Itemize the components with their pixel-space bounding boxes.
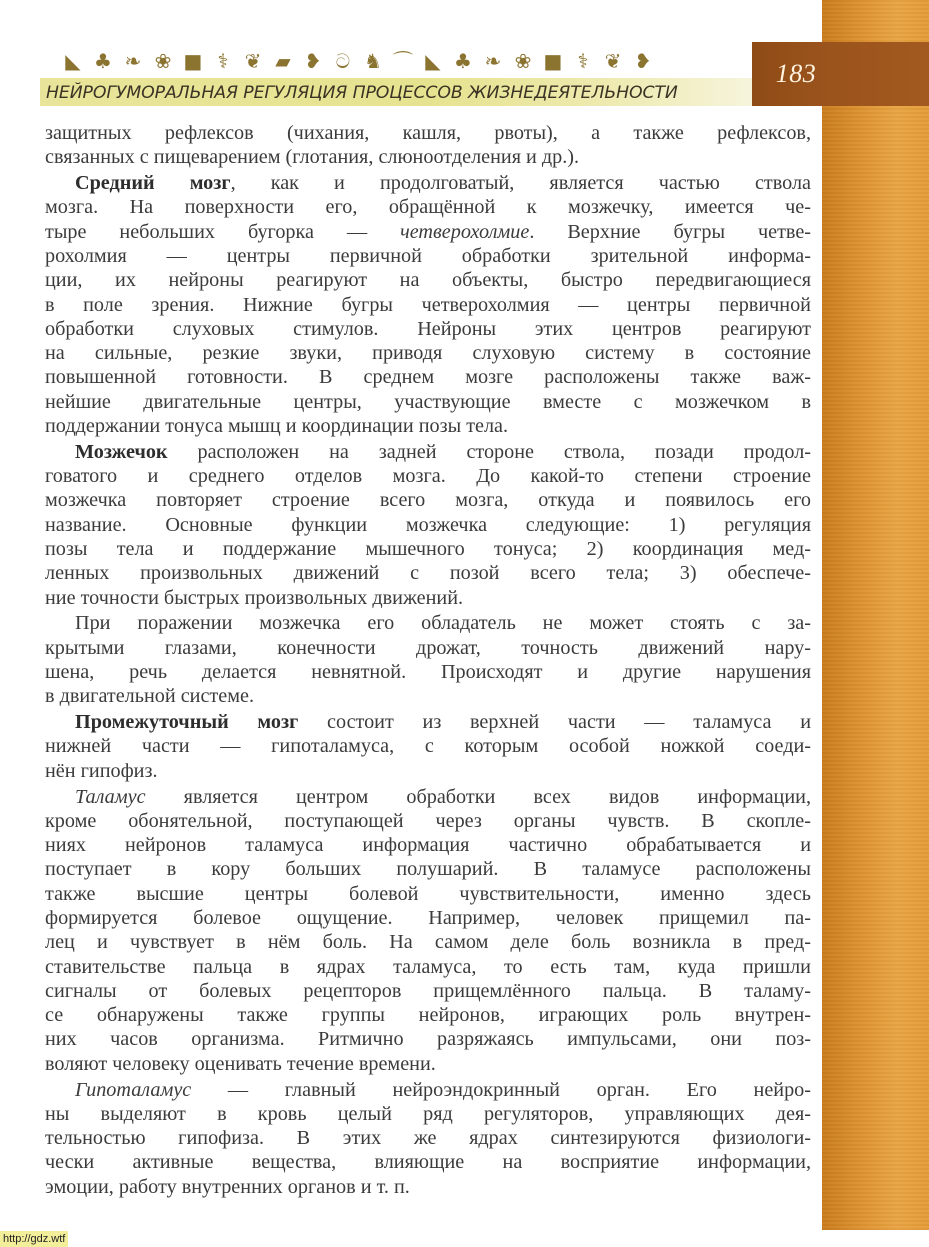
paragraph [45, 121, 811, 170]
text-line: рохолмия — центры первичной обработки зрительной информа- [45, 244, 811, 267]
animal-silhouette-strip [60, 46, 740, 72]
insect-icon: ❀ [154, 49, 172, 73]
bull-icon: ■ [183, 49, 203, 73]
kangaroo-icon: ⚕ [577, 49, 589, 73]
text-line: Гипоталамус — главный нейроэндокринный орган. Его нейро- [75, 1078, 811, 1101]
term-italic: Таламус [75, 785, 146, 808]
text-line: формируется болевое ощущение. Например, человек прищемил па- [45, 907, 811, 929]
text-line: повышенной готовности. В среднем мозге расположены также важ- [45, 366, 811, 389]
watermark-link[interactable]: http://gdz.wtf [0, 1231, 68, 1247]
text-line: ции, их нейроны реагируют на объекты, быстро передвигающиеся [45, 269, 811, 292]
dolphin-icon: ⌒ [393, 49, 413, 73]
paragraph-thalamus [45, 785, 811, 1077]
text-line: нижней части — гипоталамуса, с которым особой ножкой соеди- [45, 735, 811, 758]
bull-icon: ■ [543, 49, 563, 73]
text-line: ние точности быстрых произвольных движений. [45, 586, 464, 609]
hare-icon: ❦ [604, 49, 622, 73]
text-line: название. Основные функции мозжечка следующие: 1) регуляция [45, 513, 811, 536]
chameleon-icon: ට [335, 49, 351, 73]
text-line: них часов организма. Ритмично разряжаясь импульсами, они поз- [45, 1028, 811, 1051]
text-line: обработки слуховых стимулов. Нейроны этих центров реагируют [45, 317, 811, 340]
text-line: в двигательной системе. [45, 685, 255, 708]
text-line: чески активные вещества, влияющие на восприятие информации, [45, 1151, 811, 1174]
whale-icon: ◣ [425, 49, 441, 73]
text-line: тыре небольших бугорка — четверохолмие. Верхние бугры четве- [45, 220, 812, 243]
paragraph-cerebellum [45, 440, 811, 610]
bison-icon: ▰ [275, 49, 291, 73]
section-title: НЕЙРОГУМОРАЛЬНАЯ РЕГУЛЯЦИЯ ПРОЦЕССОВ ЖИЗНЕДЕЯТЕЛЬНОСТИ [46, 83, 678, 103]
text-line: связанных с пищеварением (глотания, слюноотделения и др.). [45, 146, 580, 169]
butterfly-icon: ❥ [304, 49, 322, 73]
text-line: в поле зрения. Нижние бугры четверохолмия — центры первичной [45, 293, 811, 316]
text-line: ленных произвольных движений с позой всего тела; 3) обеспече- [45, 562, 811, 585]
paragraph-cerebellum-damage [45, 611, 811, 708]
bird-icon: ❧ [484, 49, 502, 73]
page-body [45, 121, 811, 1199]
text-line: крытыми глазами, конечности дрожат, точность движений нару- [45, 636, 811, 659]
term-bold: Мозжечок [75, 440, 168, 463]
bird-icon: ❧ [124, 49, 142, 73]
text-line: Средний мозг, как и продолговатый, является частью ствола [75, 172, 812, 195]
text-line: шена, речь делается невнятной. Происходят и другие нарушения [45, 661, 811, 684]
text-line: тельностью гипофиза. В этих же ядрах синтезируются физиологи- [45, 1127, 811, 1150]
text-line: Таламус является центром обработки всех видов информации, [75, 785, 811, 808]
text-line: ставительстве пальца в ядрах таламуса, то есть там, куда пришли [45, 955, 811, 978]
text-line: мозжечка повторяет строение всего мозга, откуда и появилось его [45, 489, 811, 512]
text-line: При поражении мозжечка его обладатель не может стоять с за- [75, 612, 811, 635]
text-line: ны выделяют в кровь целый ряд регуляторов, управляющих дея- [45, 1102, 811, 1125]
term-bold: Промежуточный мозг [75, 711, 299, 734]
paragraph-midbrain [45, 171, 811, 438]
text-line: Мозжечок расположен на задней стороне ствола, позади продол- [75, 440, 811, 463]
paragraph-hypothalamus [45, 1078, 811, 1199]
text-line: се обнаружены также группы нейронов, играющих роль внутрен- [45, 1004, 811, 1027]
text-line: поддержании тонуса мышц и координации позы тела. [45, 415, 509, 438]
horse-icon: ♞ [364, 49, 382, 73]
text-line: также высшие центры болевой чувствительности, именно здесь [45, 882, 811, 905]
insect-icon: ❀ [514, 49, 532, 73]
whale-icon: ◣ [65, 49, 81, 73]
text-line: защитных рефлексов (чихания, кашля, рвоты), а также рефлексов, [45, 122, 811, 144]
text-line: воляют человеку оценивать течение времени. [45, 1052, 436, 1075]
kangaroo-icon: ⚕ [217, 49, 229, 73]
term-italic: Гипоталамус [75, 1078, 192, 1101]
term-bold: Средний мозг [75, 172, 231, 195]
text-line: мозга. На поверхности его, обращённой к мозжечку, имеется че- [45, 196, 811, 219]
hare-icon: ❦ [244, 49, 262, 73]
frog-icon: ♣ [94, 49, 112, 73]
frog-icon: ♣ [454, 49, 472, 73]
term-italic: четверохолмие [400, 220, 530, 243]
text-line: говатого и среднего отделов мозга. До какой-то степени строение [45, 465, 811, 488]
text-line: эмоции, работу внутренних органов и т. п. [45, 1175, 410, 1198]
text-line: сигналы от болевых рецепторов прищемлённого пальца. В таламу- [45, 979, 811, 1002]
text-line: лец и чувствует в нём боль. На самом деле боль возникла в пред- [45, 931, 811, 954]
butterfly-icon: ❥ [634, 49, 652, 73]
text-line: позы тела и поддержание мышечного тонуса; 2) координация мед- [45, 538, 811, 561]
text-line: нейшие двигательные центры, участвующие вместе с мозжечком в [45, 390, 811, 413]
text-line: поступает в кору больших полушарий. В таламусе расположены [45, 858, 811, 881]
text-line: ниях нейронов таламуса информация частично обрабатывается и [45, 834, 811, 857]
paragraph-diencephalon [45, 710, 811, 783]
text-line: на сильные, резкие звуки, приводя слуховую систему в состояние [45, 342, 811, 365]
text-line: Промежуточный мозг состоит из верхней части — таламуса и [75, 711, 811, 734]
text-line: нён гипофиз. [45, 759, 158, 782]
text-line: кроме обонятельной, поступающей через органы чувств. В скопле- [45, 809, 811, 832]
decorative-side-bar [822, 0, 929, 1230]
page-number: 183 [775, 59, 817, 88]
